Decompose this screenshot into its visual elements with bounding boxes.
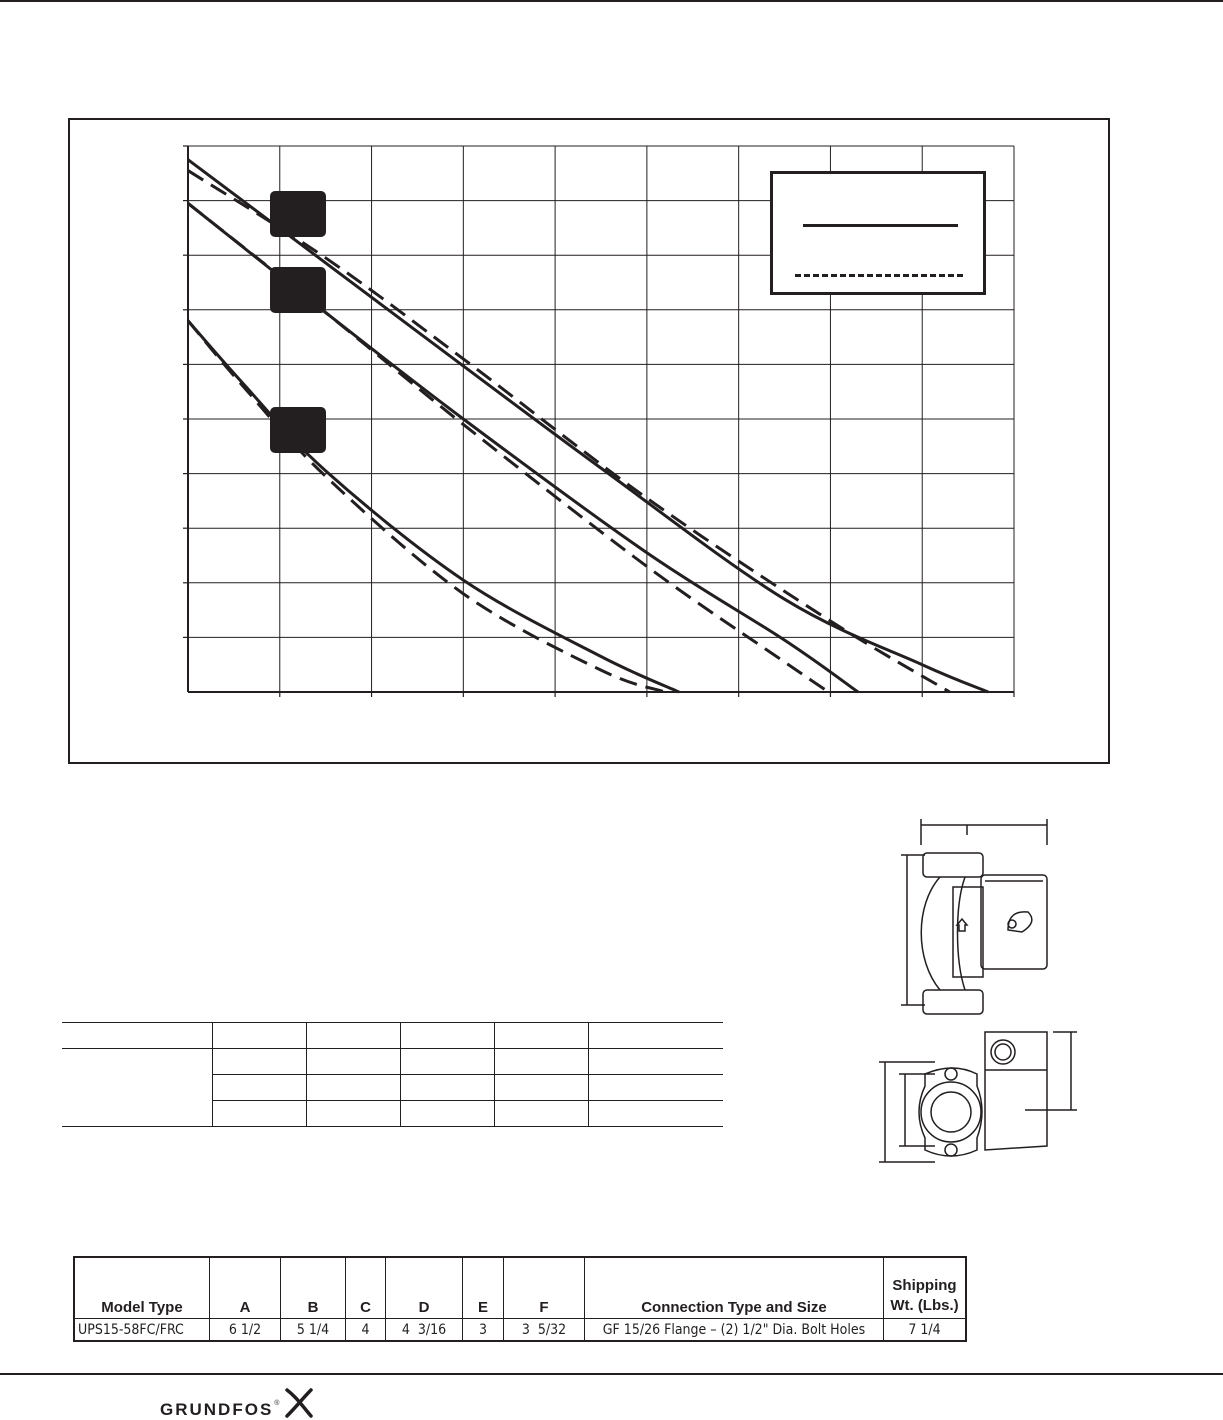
cell-e: 3 [463, 1319, 504, 1342]
logo-text: GRUNDFOS [160, 1400, 274, 1419]
cell-c: 4 [346, 1319, 386, 1342]
speed-1-marker [270, 407, 326, 453]
cell-model: UPS15-58FC/FRC [74, 1319, 210, 1342]
logo-registered-mark: ® [274, 1400, 280, 1407]
col-header: E [463, 1257, 504, 1319]
dimensions-header-row [74, 1257, 966, 1319]
col-header: C [346, 1257, 386, 1319]
col-header: Shipping Wt. (Lbs.) [884, 1257, 967, 1319]
col-header: F [504, 1257, 585, 1319]
series-speed-1-solid [188, 321, 679, 692]
bottom-rule [0, 1373, 1223, 1375]
legend-dashed-line [795, 274, 963, 277]
table-row [74, 1319, 966, 1342]
blank-spec-table [62, 1022, 723, 1127]
pump-front-drawing [895, 815, 1055, 1015]
cell-b: 5 1/4 [281, 1319, 346, 1342]
dimensions-table [73, 1256, 967, 1342]
cell-a: 6 1/2 [210, 1319, 281, 1342]
speed-2-marker [270, 267, 326, 313]
legend-solid-line [803, 224, 958, 227]
cell-d: 4 3/16 [386, 1319, 463, 1342]
col-header: Model Type [74, 1257, 210, 1319]
pump-curve-chart [68, 118, 1110, 764]
top-rule [0, 0, 1223, 2]
series-speed-1-dashed [188, 321, 665, 692]
cell-f: 3 5/32 [504, 1319, 585, 1342]
col-header: Connection Type and Size [585, 1257, 884, 1319]
logo-x-icon [281, 1386, 317, 1420]
grundfos-logo [160, 1386, 317, 1420]
pump-side-drawing [875, 1022, 1085, 1172]
cell-weight: 7 1/4 [884, 1319, 967, 1342]
chart-legend [770, 171, 986, 295]
speed-3-marker [270, 191, 326, 237]
col-header: D [386, 1257, 463, 1319]
col-header: B [281, 1257, 346, 1319]
col-header: A [210, 1257, 281, 1319]
cell-connection: GF 15/26 Flange – (2) 1/2" Dia. Bolt Holes [585, 1319, 884, 1342]
